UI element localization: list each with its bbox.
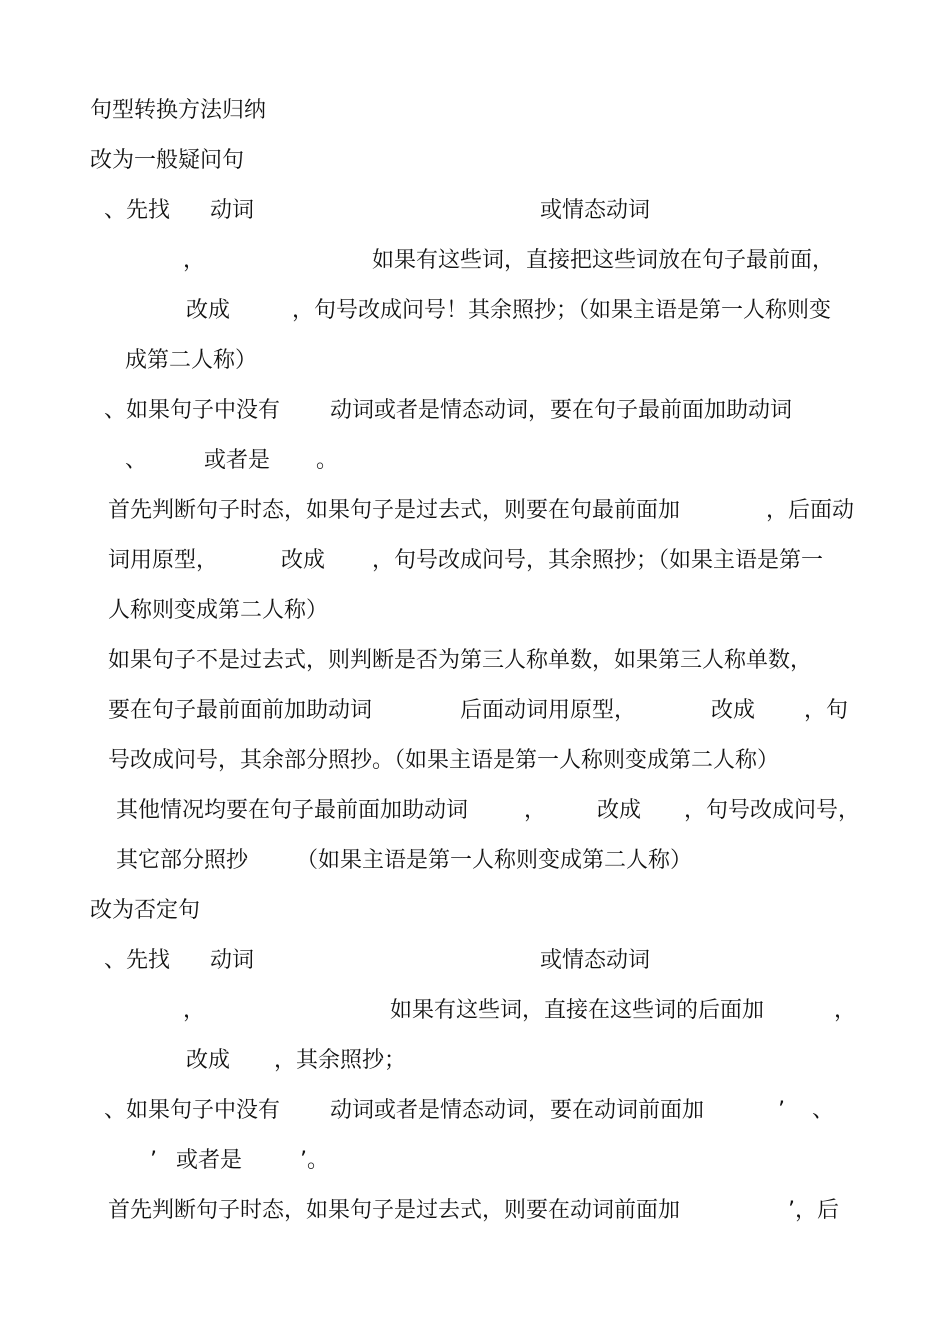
text-fragment: ， (834, 998, 857, 1023)
text-fragment: 其它部分照抄 (116, 848, 249, 873)
text-fragment: 如果有这些词，直接在这些词的后面加 (390, 998, 765, 1023)
text-fragment: 如果有这些词，直接把这些词放在句子最前面， (372, 248, 835, 273)
section-heading-negative: 改为否定句 (90, 898, 201, 923)
text-fragment: ，句号改成问号，其余照抄；（如果主语是第一 (372, 548, 824, 573)
text-fragment: 要在句子最前面前加助动词 (108, 698, 373, 723)
text-fragment: 后面动词用原型， (460, 698, 637, 723)
text-fragment: 或者是 (176, 1148, 243, 1173)
text-fragment: 、 (125, 448, 148, 473)
text-fragment: ， (183, 998, 206, 1023)
text-fragment: ， (183, 248, 206, 273)
text-fragment: 动词 (210, 198, 255, 223)
text-fragment: 首先判断句子时态，如果句子是过去式，则要在动词前面加 (108, 1198, 681, 1223)
text-fragment: 或者是 (204, 448, 271, 473)
text-fragment: ’，后 (788, 1198, 839, 1223)
text-fragment: ， (524, 798, 547, 823)
text-fragment: 词用原型， (108, 548, 219, 573)
text-fragment: 改成 (186, 298, 231, 323)
text-fragment: 或情态动词 (540, 948, 651, 973)
text-fragment: 、先找 (104, 198, 171, 223)
text-fragment: ，句 (804, 698, 849, 723)
text-fragment: 、如果句子中没有 (104, 1098, 281, 1123)
text-fragment: ，句号改成问号， (684, 798, 861, 823)
text-fragment: 或情态动词 (540, 198, 651, 223)
text-fragment: ’ (778, 1098, 785, 1123)
text-fragment: 、 (812, 1098, 835, 1123)
text-fragment: 、先找 (104, 948, 171, 973)
text-fragment: 其他情况均要在句子最前面加助动词 (116, 798, 469, 823)
text-fragment: ，句号改成问号！其余照抄；（如果主语是第一人称则变 (292, 298, 832, 323)
text-fragment: 如果句子不是过去式，则判断是否为第三人称单数，如果第三人称单数， (108, 648, 813, 673)
text-fragment: ，后面动 (766, 498, 855, 523)
text-fragment: 人称则变成第二人称） (108, 598, 329, 623)
text-fragment: 改成 (186, 1048, 231, 1073)
text-fragment: 动词或者是情态动词，要在动词前面加 (330, 1098, 705, 1123)
text-fragment: 改成 (597, 798, 642, 823)
text-fragment: 动词或者是情态动词，要在句子最前面加助动词 (330, 398, 793, 423)
text-fragment: 号改成问号，其余部分照抄。（如果主语是第一人称则变成第二人称） (108, 748, 780, 773)
text-fragment: ’ (150, 1148, 157, 1173)
text-fragment: 。 (316, 448, 339, 473)
text-fragment: ，其余照抄； (274, 1048, 407, 1073)
text-fragment: ’。 (300, 1148, 329, 1173)
document-title: 句型转换方法归纳 (90, 98, 267, 123)
text-fragment: 动词 (210, 948, 255, 973)
text-fragment: 、如果句子中没有 (104, 398, 281, 423)
section-heading-question: 改为一般疑问句 (90, 148, 245, 173)
text-fragment: 成第二人称） (125, 348, 258, 373)
text-fragment: 首先判断句子时态，如果句子是过去式，则要在句最前面加 (108, 498, 681, 523)
text-fragment: 改成 (711, 698, 756, 723)
text-fragment: （如果主语是第一人称则变成第二人称） (296, 848, 693, 873)
text-fragment: 改成 (281, 548, 326, 573)
